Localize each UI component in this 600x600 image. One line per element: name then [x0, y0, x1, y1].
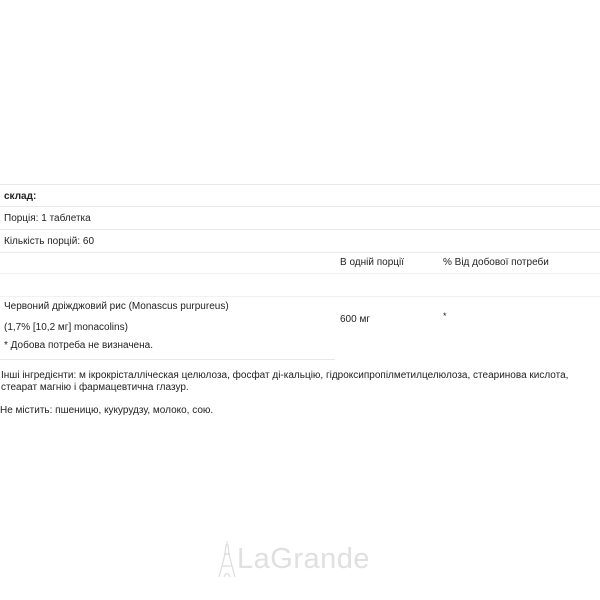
footnote: * Добова потреба не визначена.	[4, 340, 153, 351]
allergen-block	[0, 405, 600, 417]
servings-count-row	[0, 230, 600, 253]
spacer-row	[0, 274, 600, 297]
column-header-per-serving: В одній порції	[340, 257, 404, 268]
serving-size-row	[0, 207, 600, 230]
facts-title: склад:	[4, 191, 37, 202]
other-ingredients-text: Інші інгредієнти: м ікрокрісталліческая целюлоза, фосфат ді-кальцію, гідроксипропілметилцелюлоза, стеаринова кислота, стеарат магнію і фармацевтична глазур.	[1, 370, 569, 393]
ingredient-daily-value: *	[443, 311, 447, 321]
footnote-row	[0, 338, 600, 358]
watermark-text: LaGrande	[237, 543, 370, 575]
facts-title-row	[0, 184, 600, 207]
table-header-row	[0, 253, 600, 274]
ingredient-row	[0, 297, 600, 338]
servings-count: Кількість порцій: 60	[4, 236, 95, 247]
other-ingredients-block	[0, 370, 600, 394]
ingredient-name: Червоний дріжджовий рис (Monascus purpureus)	[4, 301, 229, 312]
watermark-logo	[218, 540, 388, 580]
supplement-facts-table	[0, 184, 600, 358]
column-header-daily-value: % Від добової потреби	[443, 257, 549, 268]
ingredient-amount: 600 мг	[340, 314, 370, 325]
ingredient-detail: (1,7% [10,2 мг] monacolins)	[4, 322, 128, 333]
eiffel-tower-icon	[218, 540, 236, 578]
footnote-divider	[0, 359, 335, 360]
serving-size: Порція: 1 таблетка	[4, 213, 91, 224]
allergen-text: Не містить: пшеницю, кукурудзу, молоко, сою.	[0, 405, 214, 416]
